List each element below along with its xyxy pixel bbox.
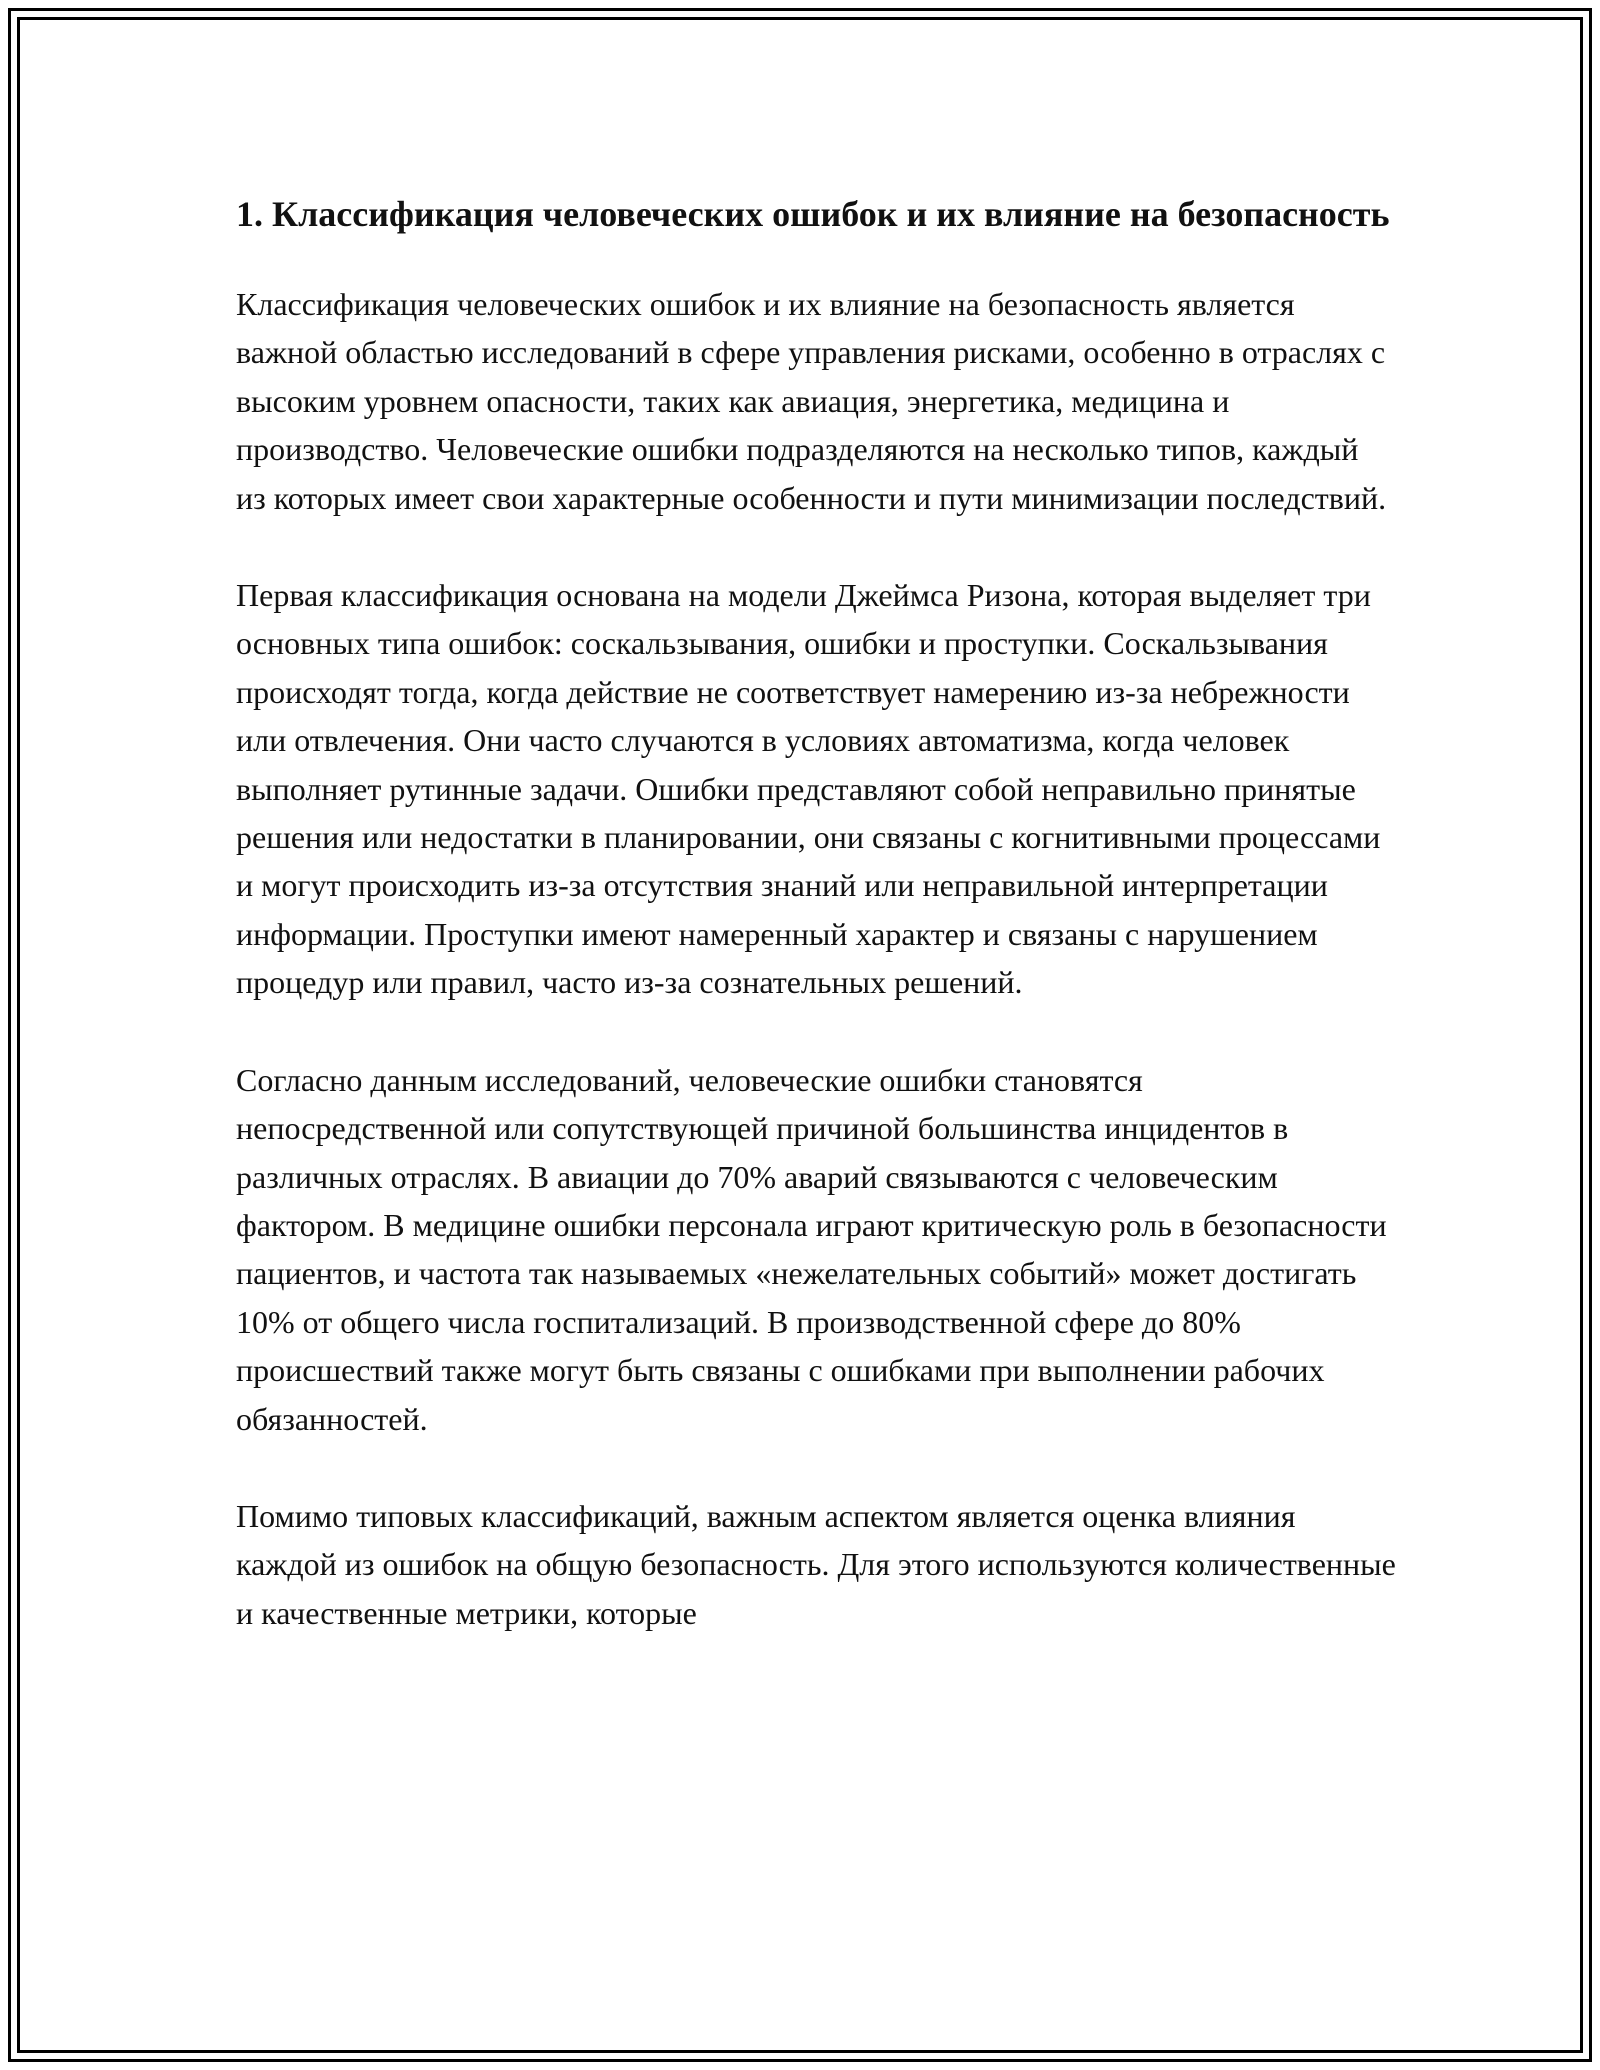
paragraph-statistics: Согласно данным исследований, человеческие ошибки становятся непосредственной или сопутствующей причиной большинства инцидентов в различных отраслях. В авиации до 70% аварий связываются с человеческим фактором. В медицине ошибки персонала играют критическую роль в безопасности пациентов, и частота так называемых «нежелательных событий» может достигать 10% от общего числа госпитализаций. В производственной сфере до 80% происшествий также могут быть связаны с ошибками при выполнении рабочих обязанностей. [236,1061,1387,1437]
document-body [236,186,1396,1686]
paragraph-reason-model: Первая классификация основана на модели Джеймса Ризона, которая выделяет три основных типа ошибок: соскальзывания, ошибки и проступки. Соскальзывания происходят тогда, когда действие не соответствует намерению из-за небрежности или отвлечения. Они часто случаются в условиях автоматизма, когда человек выполняет рутинные задачи. Ошибки представляют собой неправильно принятые решения или недостатки в планировании, они связаны с когнитивными процессами и могут происходить из-за отсутствия знаний или неправильной интерпретации информации. Проступки имеют намеренный характер и связаны с нарушением процедур или правил, часто из-за сознательных решений. [236,577,1381,1001]
paragraph-metrics: Помимо типовых классификаций, важным аспектом является оценка влияния каждой из ошибок на общую безопасность. Для этого используются количественные и качественные метрики, которые [236,1497,1396,1631]
paragraph-intro: Классификация человеческих ошибок и их влияние на безопасность является важной областью исследований в сфере управления рисками, особенно в отраслях с высоким уровнем опасности, таких как авиация, энергетика, медицина и производство. Человеческие ошибки подразделяются на несколько типов, каждый из которых имеет свои характерные особенности и пути минимизации последствий. [236,286,1387,516]
section-title: 1. Классификация человеческих ошибок и их влияние на безопасность [236,194,1390,234]
